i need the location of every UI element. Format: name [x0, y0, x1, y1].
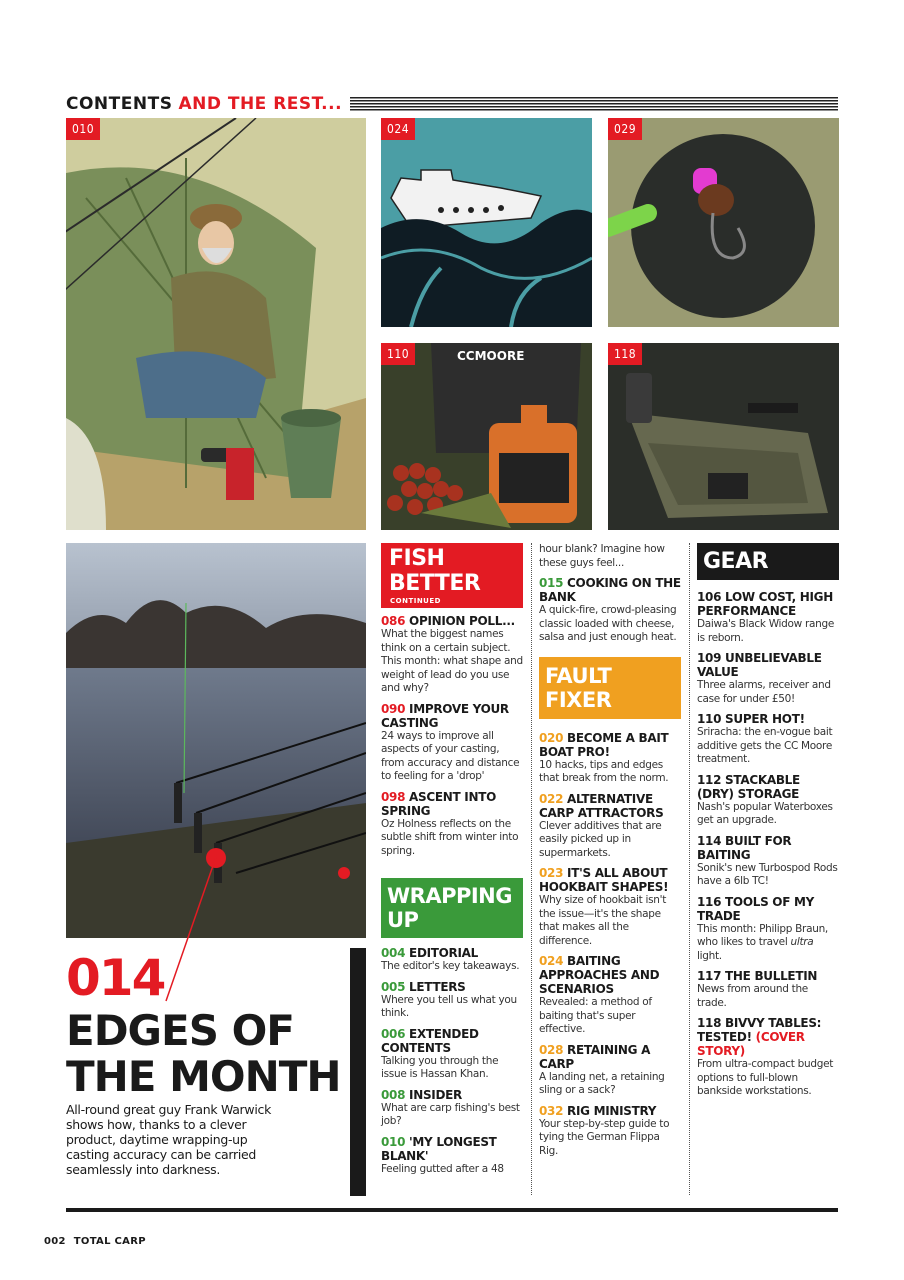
item-number: 112 [697, 772, 722, 787]
item-title: TOOLS OF MY TRADE [697, 894, 815, 923]
header-rule-lines [350, 97, 838, 111]
feature-number: 014 [66, 949, 165, 1007]
item-title: BAITING APPROACHES AND SCENARIOS [539, 954, 660, 996]
page-badge: 024 [381, 118, 415, 140]
item-title: EDITORIAL [409, 946, 478, 960]
item-desc: What the biggest names think on a certain subject. This month: what shape and weight of lead do you use and why? [381, 628, 523, 694]
item-desc: Daiwa's Black Widow range is reborn. [697, 618, 835, 644]
item-number: 006 [381, 1026, 406, 1041]
item-desc: From ultra-compact budget options to full-blown bankside workstations. [697, 1058, 834, 1097]
feature-title[interactable]: EDGES OF THE MONTH [66, 1006, 341, 1101]
page-badge: 029 [608, 118, 642, 140]
fish-better-heading-text: FISH BETTER [389, 546, 481, 596]
item-title: BUILT FOR BAITING [697, 833, 792, 862]
item-desc: Talking you through the issue is Hassan Khan. [381, 1054, 499, 1080]
image-bivvy-table-photo[interactable] [608, 343, 839, 530]
item-title: UNBELIEVABLE VALUE [697, 651, 822, 679]
image-hookbait-photo[interactable] [608, 118, 839, 327]
item-desc: A quick-fire, crowd-pleasing classic loaded with cheese, salsa and just enough heat. [539, 604, 677, 643]
list-item[interactable] [697, 834, 839, 889]
hookbait-art [608, 118, 839, 327]
item-desc: Sonik's new Turbospod Rods have a 6lb TC! [697, 861, 838, 887]
item-desc: Why size of hookbait isn't the issue—it's the shape that makes all the difference. [539, 894, 667, 947]
image-angler-illustration[interactable] [66, 118, 366, 530]
bivvy-table-art [608, 343, 839, 530]
list-item[interactable] [381, 1135, 523, 1177]
item-title: STACKABLE (DRY) STORAGE [697, 772, 800, 801]
column-gear [697, 543, 839, 1105]
list-item[interactable] [381, 702, 523, 784]
list-item[interactable] [539, 1104, 681, 1159]
item-number: 090 [381, 701, 406, 716]
item-desc: Oz Holness reflects on the subtle shift from winter into spring. [381, 817, 519, 857]
item-number: 109 [697, 651, 722, 665]
item-number: 086 [381, 614, 406, 628]
page-badge: 118 [608, 343, 642, 365]
list-item[interactable] [697, 651, 839, 706]
item-title: RETAINING A CARP [539, 1042, 651, 1071]
item-number: 024 [539, 954, 564, 968]
page-badge: 110 [381, 343, 415, 365]
item-desc: A landing net, a retaining sling or a sack? [539, 1070, 665, 1096]
list-item[interactable] [539, 731, 681, 786]
list-item[interactable] [697, 969, 839, 1010]
item-title: BECOME A BAIT BOAT PRO! [539, 730, 669, 759]
list-item[interactable] [697, 1016, 839, 1099]
item-number: 098 [381, 789, 406, 804]
list-item[interactable] [539, 954, 681, 1037]
fish-better-heading [381, 543, 523, 608]
item-title: ALTERNATIVE CARP ATTRACTORS [539, 791, 664, 820]
item-number: 110 [697, 712, 722, 726]
item-number: 116 [697, 894, 722, 909]
page-footer [44, 1236, 146, 1247]
item-number: 022 [539, 791, 564, 806]
item-number: 118 [697, 1016, 722, 1030]
item-title: LETTERS [409, 979, 466, 994]
item-number: 023 [539, 866, 564, 880]
item-number: 020 [539, 730, 564, 745]
fish-better-sub: CONTINUED [390, 597, 441, 605]
gear-heading: GEAR [697, 543, 839, 580]
item-desc-emphasis: ultra [790, 936, 814, 948]
item-desc: Revealed: a method of baiting that's super effective. [539, 996, 652, 1035]
item-desc: Where you tell us what you think. [381, 993, 517, 1019]
item-desc: News from around the trade. [697, 983, 808, 1009]
fault-fixer-heading: FAULT FIXER [539, 657, 681, 719]
item-desc: What are carp fishing's best job? [381, 1101, 520, 1127]
list-item[interactable] [381, 790, 523, 859]
footer-magazine-name: TOTAL CARP [73, 1236, 146, 1247]
item-desc-part: This month: Philipp Braun, who likes to travel [697, 922, 828, 948]
item-number: 005 [381, 979, 406, 994]
item-title: LOW COST, HIGH PERFORMANCE [697, 590, 833, 618]
item-number: 008 [381, 1087, 406, 1102]
list-item[interactable] [539, 576, 681, 645]
list-item[interactable] [381, 614, 523, 696]
bait-boat-art [381, 118, 592, 327]
wrapping-up-heading: WRAPPING UP [381, 878, 523, 938]
footer-rule [66, 1208, 838, 1212]
item-desc: Feeling gutted after a 48 [381, 1162, 504, 1175]
item-number: 010 [381, 1134, 406, 1149]
item-desc: Sriracha: the en-vogue bait additive gets the CC Moore treatment. [697, 726, 833, 765]
item-number: 114 [697, 833, 722, 848]
column-divider [689, 543, 690, 1195]
column-fault-fixer [539, 543, 681, 1164]
cc-moore-art [381, 343, 592, 530]
list-item[interactable] [381, 980, 523, 1021]
item-number: 117 [697, 969, 722, 983]
item-desc: 24 ways to improve all aspects of your casting, from accuracy and distance to feeling for a 'drop' [381, 729, 520, 782]
page-badge: 010 [66, 118, 100, 140]
list-item[interactable] [381, 946, 523, 974]
list-item[interactable] [381, 1088, 523, 1129]
image-bait-boat-illustration[interactable] [381, 118, 592, 327]
header-subtitle: AND THE REST... [178, 94, 343, 114]
product-label: CCMOORE [457, 349, 525, 363]
list-item[interactable] [539, 1043, 681, 1098]
item-desc [697, 923, 839, 964]
list-item[interactable] [381, 1027, 523, 1082]
item-desc: 10 hacks, tips and edges that break from the norm. [539, 758, 669, 784]
header-title: CONTENTS [66, 94, 173, 114]
item-desc: Three alarms, receiver and case for under £50! [697, 679, 831, 705]
item-desc: Your step-by-step guide to tying the German Flippa Rig. [539, 1117, 670, 1157]
item-number: 028 [539, 1042, 564, 1057]
item-title: IMPROVE YOUR CASTING [381, 701, 509, 730]
item-title: IT'S ALL ABOUT HOOKBAIT SHAPES! [539, 866, 669, 894]
list-item[interactable] [539, 866, 681, 948]
item-title: BIVVY TABLES: TESTED! [697, 1016, 822, 1044]
continued-text: hour blank? Imagine how these guys feel... [539, 543, 665, 569]
footer-page-number: 002 [44, 1236, 66, 1247]
list-item[interactable] [697, 712, 839, 767]
column-fish-better [381, 543, 523, 1182]
item-number: 015 [539, 576, 564, 590]
item-number: 106 [697, 590, 722, 604]
item-number: 032 [539, 1103, 564, 1118]
list-item[interactable] [539, 792, 681, 861]
item-title: ASCENT INTO SPRING [381, 789, 496, 818]
item-title: COOKING ON THE BANK [539, 576, 681, 604]
image-cc-moore-photo[interactable] [381, 343, 592, 530]
item-title: OPINION POLL... [409, 614, 515, 628]
list-item[interactable] [697, 895, 839, 964]
list-item[interactable] [697, 590, 839, 645]
feature-description: All-round great guy Frank Warwick shows how, thanks to a clever product, daytime wrapping-up casting accuracy can be carried seamlessly into darkness. [66, 1102, 272, 1177]
item-desc: The editor's key takeaways. [381, 960, 520, 972]
feature-side-bar [350, 948, 366, 1196]
item-desc: Clever additives that are easily picked up in supermarkets. [539, 819, 662, 859]
feature-leader-line [160, 855, 220, 1005]
item-title: SUPER HOT! [725, 712, 805, 726]
item-title: INSIDER [409, 1087, 462, 1102]
item-desc-part: light. [697, 949, 722, 962]
item-number: 004 [381, 946, 406, 960]
column-divider [531, 543, 532, 1195]
angler-illustration-art [66, 118, 366, 530]
list-item[interactable] [697, 773, 839, 828]
cover-story-tag: (COVER STORY) [697, 1030, 805, 1058]
item-desc: Nash's popular Waterboxes get an upgrade. [697, 800, 833, 826]
item-title: RIG MINISTRY [567, 1103, 657, 1118]
item-title: EXTENDED CONTENTS [381, 1026, 479, 1055]
contents-header [66, 92, 838, 116]
item-title: 'MY LONGEST BLANK' [381, 1134, 497, 1163]
item-title: THE BULLETIN [725, 969, 818, 983]
